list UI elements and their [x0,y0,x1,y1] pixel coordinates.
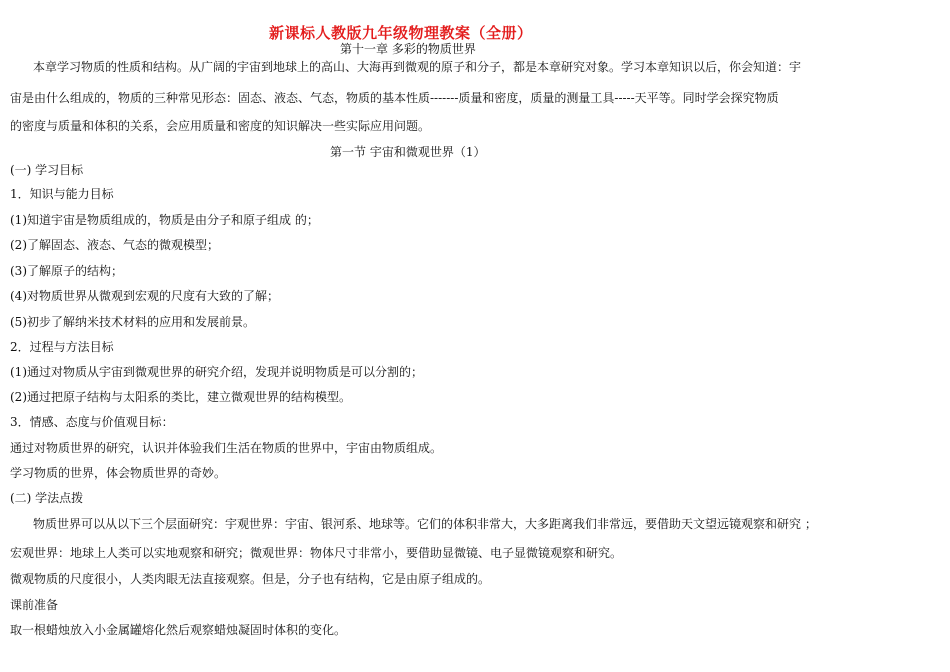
goal-item: (1)知道宇宙是物质组成的，物质是由分子和原子组成 的； [10,213,319,227]
paragraph: 取一根蜡烛放入小金属罐熔化然后观察蜡烛凝固时体积的变化。 [10,623,347,637]
goal-item: (5)初步了解纳米技术材料的应用和发展前景。 [10,315,255,329]
chapter-heading: 第十一章 多彩的物质世界 [340,42,476,56]
intro-line-3: 的密度与质量和体积的关系，会应用质量和密度的知识解决一些实际应用问题。 [10,119,431,133]
document-title: 新课标人教版九年级物理教案（全册） [269,24,533,42]
goal-item: (2)了解固态、液态、气态的微观模型； [10,238,219,252]
intro-line-1: 本章学习物质的性质和结构。从广阔的宇宙到地球上的高山、大海再到微观的原子和分子，都是本章研究对象。学习本章知识以后，你会知道：宇 [33,60,802,74]
goal-item: (4)对物质世界从微观到宏观的尺度有大致的了解； [10,289,279,303]
paragraph: 宏观世界：地球上人类可以实地观察和研究；微观世界：物体尺寸非常小，要借助显微镜、电子显微镜观察和研究。 [10,546,623,560]
paragraph: 通过对物质世界的研究，认识并体验我们生活在物质的世界中，宇宙由物质组成。 [10,441,443,455]
goal-item: (1)通过对物质从宇宙到微观世界的研究介绍，发现并说明物质是可以分割的； [10,365,424,379]
goal-heading-attitude: 3．情感、态度与价值观目标： [10,415,174,429]
goal-item: (3)了解原子的结构； [10,264,123,278]
subheading-study-tips: (二) 学法点拨 [10,491,84,505]
intro-line-2: 宙是由什么组成的，物质的三种常见形态：固态、液态、气态，物质的基本性质-------质量和密度，质量的测量工具-----天平等。同时学会探究物质 [10,91,779,105]
goal-heading-knowledge: 1．知识与能力目标 [10,187,114,201]
goal-heading-process: 2．过程与方法目标 [10,340,114,354]
subheading-preparation: 课前准备 [10,598,59,612]
subheading-learning-goals: (一) 学习目标 [10,163,84,177]
paragraph: 微观物质的尺度很小，人类肉眼无法直接观察。但是，分子也有结构，它是由原子组成的。 [10,572,491,586]
goal-item: (2)通过把原子结构与太阳系的类比，建立微观世界的结构模型。 [10,390,352,404]
section-heading: 第一节 宇宙和微观世界（1） [330,145,486,159]
paragraph: 物质世界可以从以下三个层面研究：宇观世界：宇宙、银河系、地球等。它们的体积非常大，大多距离我们非常远，要借助天文望远镜观察和研究 ； [33,517,817,531]
paragraph: 学习物质的世界，体会物质世界的奇妙。 [10,466,227,480]
